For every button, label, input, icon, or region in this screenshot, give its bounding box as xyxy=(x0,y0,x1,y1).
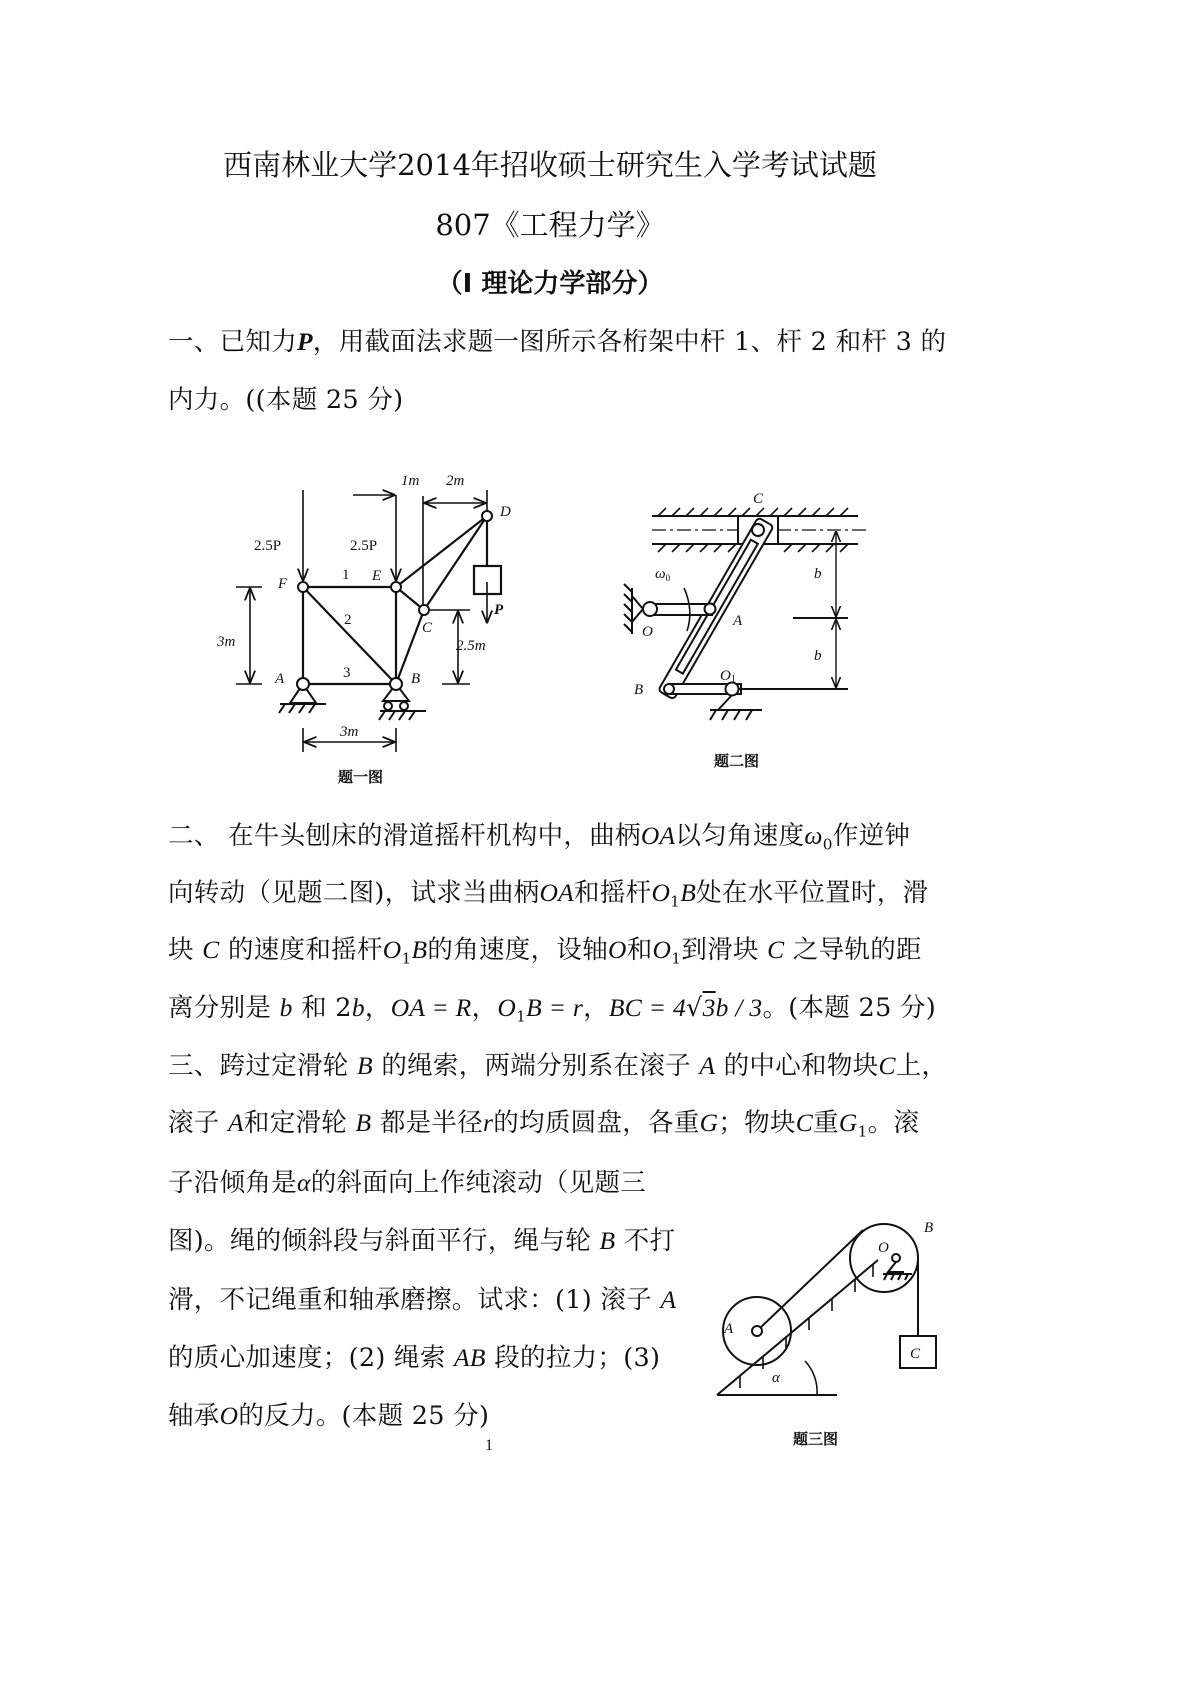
figure-1-truss xyxy=(217,470,570,800)
q3-line-4 xyxy=(168,1221,675,1257)
q3-text: 滚子 xyxy=(168,1108,220,1138)
q3-line-2 xyxy=(168,1103,919,1140)
q1-line-1 xyxy=(168,322,946,358)
label-O: O xyxy=(878,1240,889,1256)
q2-symbol-OA: OA xyxy=(640,821,676,850)
label-dim-1m: 1m xyxy=(401,473,420,489)
q1-text: 一、已知力 xyxy=(168,327,298,357)
label-A: A xyxy=(275,671,285,687)
label-D: D xyxy=(500,504,511,520)
q3-text: 。滚 xyxy=(867,1108,920,1138)
figure-2-mechanism xyxy=(610,488,880,728)
q2-text: 和 2 xyxy=(292,993,352,1023)
q2-symbol-b: b xyxy=(279,993,293,1022)
q3-line-6 xyxy=(168,1338,660,1374)
q3-text: 图)。绳的倾斜段与斜面平行，绳与轮 xyxy=(168,1226,592,1256)
slider-A xyxy=(705,604,716,615)
q2-subscript: 0 xyxy=(822,835,833,854)
label-O1: O1 xyxy=(720,668,736,685)
q3-text: 上， xyxy=(895,1051,948,1081)
q3-symbol-O: O xyxy=(219,1401,239,1430)
q2-subscript: 1 xyxy=(401,949,412,968)
q2-text: 离分别是 xyxy=(168,993,272,1023)
figure-1-caption: 题一图 xyxy=(338,768,384,786)
q3-text: 的均质圆盘，各重 xyxy=(493,1108,700,1138)
figure-3-pulley xyxy=(700,1200,960,1410)
joint-C xyxy=(419,605,429,615)
q3-text: 轴承 xyxy=(168,1401,220,1431)
q2-text: 和 xyxy=(626,935,653,965)
q3-text: 的反力。(本题 25 分) xyxy=(238,1401,490,1431)
label-omega: $\omega_0$ xyxy=(655,566,671,583)
label-load-left: 2.5P xyxy=(254,538,282,554)
label-B: B xyxy=(634,682,644,698)
q2-equation-OA: OA = R xyxy=(390,993,472,1022)
q2-text: 处在水平位置时，滑 xyxy=(696,878,929,908)
crank-OA xyxy=(650,604,712,615)
q2-text: ， xyxy=(471,993,498,1023)
part-heading: （Ⅰ 理论力学部分） xyxy=(436,269,664,299)
q3-text: 的绳索，两端分别系在滚子 xyxy=(381,1051,691,1081)
q3-text: 重 xyxy=(813,1108,839,1138)
q2-text: 块 xyxy=(168,935,194,965)
q2-line-4: 离分别是 b 和 2b，OA = R，$O_1B = r$，BC = 4√3b / 3。(本题 25 分) xyxy=(168,993,937,1026)
q2-symbol-O: O xyxy=(651,878,671,907)
q2-text: 之导轨的距 xyxy=(792,935,922,965)
label-b-bottom: b xyxy=(814,648,822,664)
label-B: B xyxy=(411,671,421,687)
label-F: F xyxy=(278,576,288,592)
joint-D xyxy=(482,511,492,521)
q2-text: ， xyxy=(364,993,391,1023)
q3-text: 都是半径 xyxy=(379,1108,484,1138)
q2-symbol-O: O xyxy=(382,935,402,964)
q3-symbol-A: A xyxy=(660,1285,677,1314)
q3-symbol-A: A xyxy=(699,1051,716,1080)
q3-symbol-G1: G xyxy=(838,1108,858,1137)
exam-title: 西南林业大学2014年招收硕士研究生入学考试试题 xyxy=(223,148,877,182)
rope-AB xyxy=(760,1230,863,1328)
q3-symbol-r: r xyxy=(483,1108,494,1137)
page-number: 1 xyxy=(485,1437,493,1454)
q2-line-1 xyxy=(168,816,910,853)
q2-symbol-O: O xyxy=(608,935,627,964)
q3-symbol-AB: AB xyxy=(454,1343,486,1372)
q3-symbol-B: B xyxy=(357,1051,373,1080)
q3-text: 不打 xyxy=(623,1226,676,1256)
label-dim-3m-vertical: 3m xyxy=(217,634,236,650)
q2-text: 和摇杆 xyxy=(574,878,652,908)
incline-surface xyxy=(717,1260,878,1395)
label-load-right: 2.5P xyxy=(350,538,378,554)
q2-text: 以匀角速度 xyxy=(675,821,805,851)
q3-symbol-alpha: α xyxy=(297,1168,311,1197)
label-bar-2: 2 xyxy=(344,612,352,628)
q2-text: ， xyxy=(583,993,609,1023)
label-bar-3: 3 xyxy=(343,665,351,681)
q2-subscript: 1 xyxy=(670,892,681,911)
q2-symbol-B: B xyxy=(411,935,428,964)
joint-A xyxy=(297,678,309,690)
q3-line-7 xyxy=(168,1396,489,1432)
q3-symbol-C: C xyxy=(795,1108,814,1137)
q2-text: 作逆钟 xyxy=(832,821,911,851)
q3-text: 段的拉力；(3) xyxy=(494,1343,661,1373)
q2-symbol-B: B xyxy=(680,878,697,907)
q2-equation-O1B: B = r xyxy=(526,993,584,1022)
label-C: C xyxy=(422,620,433,636)
q2-text: 的速度和摇杆 xyxy=(227,935,383,965)
pulley-B xyxy=(850,1224,918,1292)
q3-text: 和定滑轮 xyxy=(243,1108,348,1138)
q3-text: 三、跨过定滑轮 xyxy=(168,1051,349,1081)
q3-line-3 xyxy=(168,1163,646,1199)
joint-E xyxy=(391,582,401,592)
joint-B xyxy=(390,678,402,690)
q3-symbol-B: B xyxy=(599,1226,616,1255)
label-dim-2m: 2m xyxy=(446,473,465,489)
q2-equation-BC-tail: b / 3 xyxy=(715,993,763,1022)
q2-symbol-C: C xyxy=(767,935,785,964)
pivot-O xyxy=(643,602,657,616)
q2-text: 向转动（见题二图)，试求当曲柄 xyxy=(168,878,540,908)
label-C: C xyxy=(910,1346,921,1362)
q3-text: 的质心加速度；(2) 绳索 xyxy=(168,1343,446,1373)
label-b-top: b xyxy=(814,566,822,582)
q3-symbol-A: A xyxy=(228,1108,244,1137)
label-C: C xyxy=(753,491,764,507)
label-A: A xyxy=(724,1321,734,1337)
q2-symbol-omega: ω xyxy=(804,821,823,850)
q2-text: 的角速度，设轴 xyxy=(427,935,609,965)
q3-symbol-G: G xyxy=(699,1108,719,1137)
q2-symbol-C: C xyxy=(202,935,220,964)
q2-sqrt-value: 3 xyxy=(702,993,716,1022)
label-O: O xyxy=(642,624,653,640)
label-B: B xyxy=(924,1220,934,1236)
q1-text: ，用截面法求题一图所示各桁架中杆 1、杆 2 和杆 3 的 xyxy=(312,327,947,357)
bar-CD xyxy=(424,516,487,610)
q2-line-2 xyxy=(168,873,928,910)
label-E: E xyxy=(372,568,382,584)
q3-symbol-B: B xyxy=(355,1108,372,1137)
q3-line-5 xyxy=(168,1280,676,1316)
q2-text: 。(本题 25 分) xyxy=(762,993,937,1023)
q3-text: 的斜面向上作纯滚动（见题三 xyxy=(310,1168,647,1198)
q3-text: 子沿倾角是 xyxy=(168,1168,298,1198)
q2-line-3 xyxy=(168,930,922,967)
course-title: 807《工程力学》 xyxy=(435,208,665,242)
q2-subscript: 1 xyxy=(671,949,682,968)
label-load-P: P xyxy=(494,602,504,618)
figure-3-caption: 题三图 xyxy=(793,1430,839,1448)
figure-2-caption: 题二图 xyxy=(714,752,760,770)
q3-text: 的中心和物块 xyxy=(723,1051,879,1081)
q3-text: 滑，不记绳重和轴承磨擦。试求：(1) 滚子 xyxy=(168,1285,653,1315)
q2-text: 二、 在牛头刨床的滑道摇杆机构中，曲柄 xyxy=(168,821,641,851)
q3-text: ；物块 xyxy=(718,1108,796,1138)
q1-force-symbol: P xyxy=(297,327,313,356)
q2-symbol-b: b xyxy=(351,993,365,1022)
q3-line-1 xyxy=(168,1046,947,1082)
label-A: A xyxy=(733,613,743,629)
q3-symbol-C: C xyxy=(878,1051,896,1080)
q2-symbol-O: O xyxy=(652,935,672,964)
q2-subscript: 1 xyxy=(516,1007,527,1026)
q1-line-2: 内力。((本题 25 分) xyxy=(168,385,404,415)
q2-equation-BC: BC = 4 xyxy=(608,993,687,1022)
label-dim-2.5m: 2.5m xyxy=(456,638,486,654)
label-dim-3m-horizontal: 3m xyxy=(340,724,359,740)
label-alpha: α xyxy=(772,1370,780,1386)
q2-symbol-OA: OA xyxy=(539,878,575,907)
q2-text: 到滑块 xyxy=(681,935,759,965)
q2-symbol-O: O xyxy=(497,993,517,1022)
joint-F xyxy=(298,582,308,592)
label-bar-1: 1 xyxy=(342,567,350,583)
q3-subscript: 1 xyxy=(857,1122,868,1141)
